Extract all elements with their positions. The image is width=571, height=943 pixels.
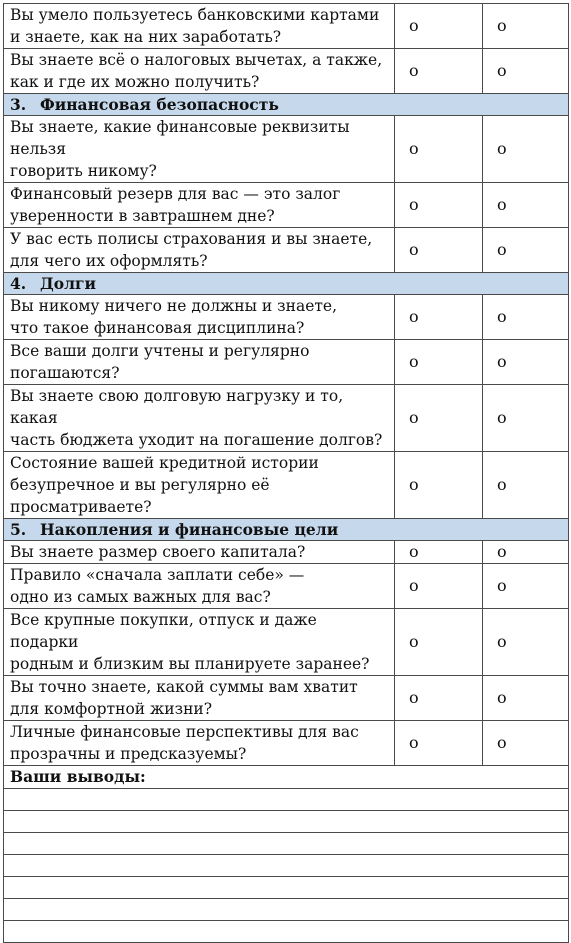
option-a-checkbox[interactable]: o — [395, 385, 483, 452]
answer-line-row — [4, 789, 569, 811]
question-text: Правило «сначала заплати себе» — одно из самых важных для вас? — [4, 564, 395, 609]
question-text: Вы знаете свою долговую нагрузку и то, какая часть бюджета уходит на погашение долгов? — [4, 385, 395, 452]
section-number: 5. — [10, 520, 27, 539]
option-a-checkbox[interactable]: o — [395, 609, 483, 676]
question-text: Все ваши долги учтены и регулярно погашаются? — [4, 340, 395, 385]
answer-line-row — [4, 899, 569, 921]
option-b-checkbox[interactable]: o — [483, 541, 569, 564]
option-b-checkbox[interactable]: o — [483, 49, 569, 94]
option-a-checkbox[interactable]: o — [395, 541, 483, 564]
question-text: Вы никому ничего не должны и знаете, что такое финансовая дисциплина? — [4, 295, 395, 340]
question-row — [4, 340, 569, 385]
section-number: 3. — [10, 95, 27, 114]
option-b-checkbox[interactable]: o — [483, 183, 569, 228]
option-b-checkbox[interactable]: o — [483, 116, 569, 183]
option-b-checkbox[interactable]: o — [483, 385, 569, 452]
option-b-checkbox[interactable]: o — [483, 4, 569, 49]
question-row — [4, 385, 569, 452]
option-b-checkbox[interactable]: o — [483, 228, 569, 273]
option-a-checkbox[interactable]: o — [395, 721, 483, 766]
section-header — [4, 519, 569, 541]
question-row — [4, 541, 569, 564]
question-row — [4, 609, 569, 676]
option-a-checkbox[interactable]: o — [395, 183, 483, 228]
option-a-checkbox[interactable]: o — [395, 116, 483, 183]
question-row — [4, 452, 569, 519]
section-number: 4. — [10, 274, 27, 293]
option-b-checkbox[interactable]: o — [483, 295, 569, 340]
option-b-checkbox[interactable]: o — [483, 609, 569, 676]
option-b-checkbox[interactable]: o — [483, 452, 569, 519]
answer-line[interactable] — [4, 833, 569, 855]
section-title: Финансовая безопасность — [40, 95, 279, 114]
questionnaire-table — [3, 3, 569, 943]
question-text: Вы точно знаете, какой суммы вам хватит для комфортной жизни? — [4, 676, 395, 721]
question-text: Все крупные покупки, отпуск и даже подарки родным и близким вы планируете заранее? — [4, 609, 395, 676]
section-header — [4, 94, 569, 116]
section-header — [4, 273, 569, 295]
answer-line[interactable] — [4, 899, 569, 921]
option-a-checkbox[interactable]: o — [395, 49, 483, 94]
answer-line-row — [4, 833, 569, 855]
option-b-checkbox[interactable]: o — [483, 340, 569, 385]
section-header-row — [4, 94, 569, 116]
question-text: Финансовый резерв для вас — это залог уверенности в завтрашнем дне? — [4, 183, 395, 228]
answer-line[interactable] — [4, 877, 569, 899]
answer-line[interactable] — [4, 921, 569, 943]
option-b-checkbox[interactable]: o — [483, 676, 569, 721]
option-b-checkbox[interactable]: o — [483, 721, 569, 766]
option-b-checkbox[interactable]: o — [483, 564, 569, 609]
section-header-row — [4, 273, 569, 295]
question-text: Вы знаете, какие финансовые реквизиты нельзя говорить никому? — [4, 116, 395, 183]
questionnaire-body — [4, 4, 569, 943]
question-row — [4, 721, 569, 766]
question-row — [4, 116, 569, 183]
question-text: У вас есть полисы страхования и вы знаете, для чего их оформлять? — [4, 228, 395, 273]
option-a-checkbox[interactable]: o — [395, 4, 483, 49]
answer-line-row — [4, 921, 569, 943]
answer-line[interactable] — [4, 811, 569, 833]
option-a-checkbox[interactable]: o — [395, 295, 483, 340]
answer-line-row — [4, 811, 569, 833]
answer-line[interactable] — [4, 789, 569, 811]
option-a-checkbox[interactable]: o — [395, 340, 483, 385]
question-row — [4, 564, 569, 609]
question-row — [4, 49, 569, 94]
section-title: Накопления и финансовые цели — [40, 520, 339, 539]
option-a-checkbox[interactable]: o — [395, 228, 483, 273]
option-a-checkbox[interactable]: o — [395, 452, 483, 519]
question-row — [4, 295, 569, 340]
option-a-checkbox[interactable]: o — [395, 676, 483, 721]
option-a-checkbox[interactable]: o — [395, 564, 483, 609]
section-header-row — [4, 519, 569, 541]
question-text: Вы знаете всё о налоговых вычетах, а также, как и где их можно получить? — [4, 49, 395, 94]
question-row — [4, 228, 569, 273]
conclusion-row — [4, 766, 569, 789]
answer-line-row — [4, 855, 569, 877]
question-text: Личные финансовые перспективы для вас прозрачны и предсказуемы? — [4, 721, 395, 766]
answer-line[interactable] — [4, 855, 569, 877]
question-text: Состояние вашей кредитной истории безупречное и вы регулярно её просматриваете? — [4, 452, 395, 519]
question-text: Вы умело пользуетесь банковскими картами и знаете, как на них заработать? — [4, 4, 395, 49]
question-row — [4, 676, 569, 721]
question-row — [4, 183, 569, 228]
section-title: Долги — [40, 274, 97, 293]
conclusion-label: Ваши выводы: — [4, 766, 569, 789]
question-row — [4, 4, 569, 49]
question-text: Вы знаете размер своего капитала? — [4, 541, 395, 564]
answer-line-row — [4, 877, 569, 899]
